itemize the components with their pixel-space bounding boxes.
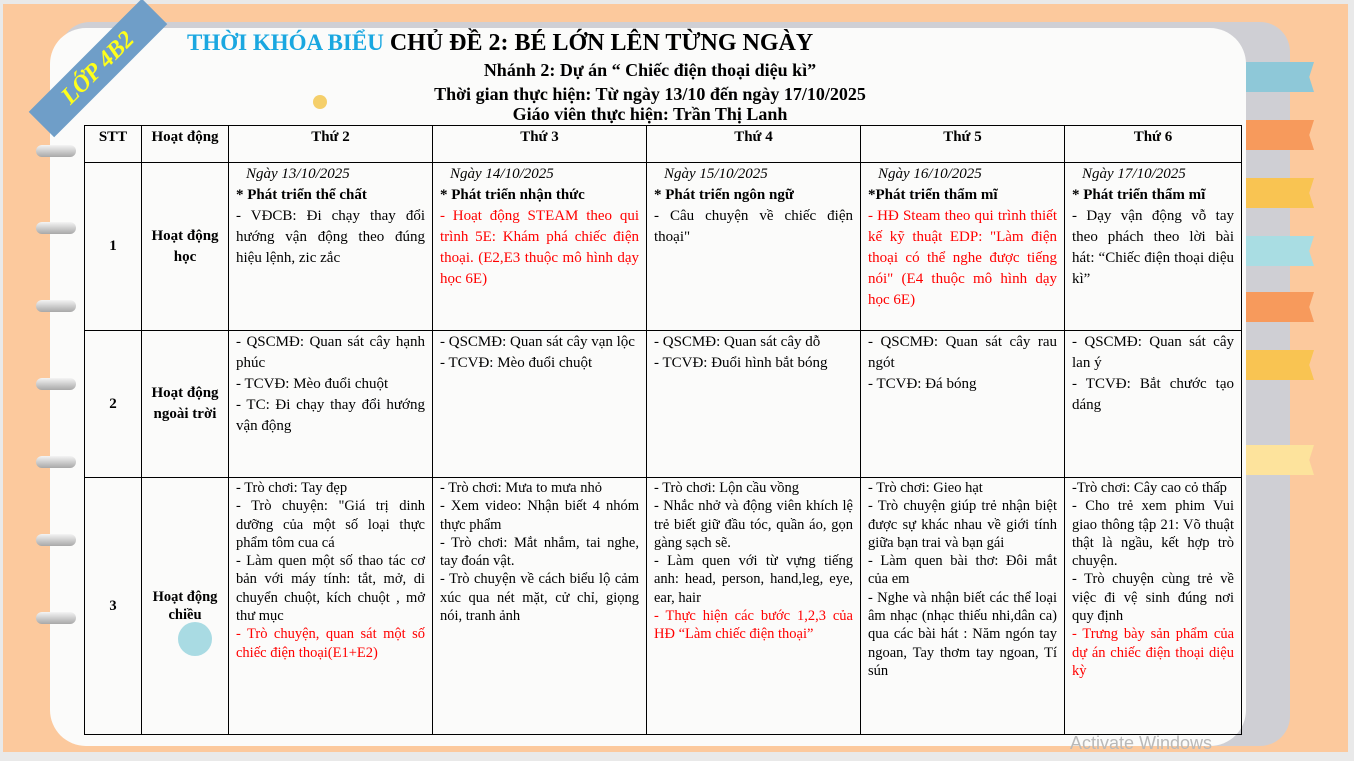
bookmark-tab <box>1246 178 1314 208</box>
schedule-cell <box>647 478 861 735</box>
schedule-cell <box>229 331 433 478</box>
bookmark-tab <box>1246 445 1314 475</box>
binder-ring <box>36 612 76 624</box>
schedule-cell <box>861 478 1065 735</box>
schedule-cell <box>433 163 647 331</box>
activity-item: - Thực hiện các bước 1,2,3 của HĐ “Làm chiếc điện thoại” <box>654 608 853 643</box>
bookmark-tab <box>1246 120 1314 150</box>
schedule-cell <box>647 163 861 331</box>
bookmark-tab <box>1246 236 1314 266</box>
activity-item: - Trò chơi: Gieo hạt <box>868 480 983 496</box>
row-number: 2 <box>85 331 142 478</box>
binder-ring <box>36 145 76 157</box>
row-number: 3 <box>85 478 142 735</box>
activity-item: - Làm quen với từ vựng tiếng anh: head, person, hand,leg, eye, ear, hair <box>654 553 853 606</box>
schedule-cell <box>1065 478 1242 735</box>
activity-item: - Trò chuyện cùng trẻ về việc đi vệ sinh đúng nơi quy định <box>1072 571 1234 625</box>
activity-item: - Trò chơi: Mắt nhắm, tai nghe, tay đoán vật. <box>440 534 639 570</box>
activity-name: Hoạt động học <box>142 163 229 331</box>
schedule-cell <box>1065 163 1242 331</box>
activity-item: - QSCMĐ: Quan sát cây lan ý <box>1072 334 1234 371</box>
bookmark-tab <box>1246 350 1314 380</box>
cell-heading: * Phát triển thể chất <box>236 187 367 203</box>
table-header-row <box>85 126 1242 163</box>
table-row <box>85 163 1242 331</box>
activity-item: - QSCMĐ: Quan sát cây rau ngót <box>868 334 1057 371</box>
cell-heading: *Phát triển thẩm mĩ <box>868 187 998 203</box>
binder-ring <box>36 222 76 234</box>
activity-item: - TCVĐ: Đá bóng <box>868 376 977 392</box>
binder-ring <box>36 378 76 390</box>
schedule-cell <box>229 478 433 735</box>
activity-item: - TCVĐ: Mèo đuổi chuột <box>236 376 389 392</box>
column-header: Thứ 2 <box>229 126 433 163</box>
cell-heading: * Phát triển thẩm mĩ <box>1072 187 1206 203</box>
activity-item: - QSCMĐ: Quan sát cây dỗ <box>654 334 821 350</box>
activity-item: - TCVĐ: Bắt chước tạo dáng <box>1072 376 1234 413</box>
activate-windows-watermark: Activate Windows <box>1070 733 1213 753</box>
activity-item: - Trò chuyện về cách biểu lộ cảm xúc qua nét mặt, cử chỉ, giọng nói, tranh ảnh <box>440 571 639 625</box>
cell-date: Ngày 17/10/2025 <box>1082 166 1186 182</box>
activity-item: - Cho trẻ xem phim Vui giao thông tập 21: Võ thuật thật là ngầu, kết hợp trò chuyện. <box>1072 498 1234 570</box>
binder-ring <box>36 456 76 468</box>
binder-ring <box>36 534 76 546</box>
activity-name: Hoạt động chiều <box>142 478 229 735</box>
activity-item: - Trưng bày sản phẩm của dự án chiếc điện thoại diệu kỳ <box>1072 626 1234 679</box>
period-subtitle: Thời gian thực hiện: Từ ngày 13/10 đến ngày 17/10/2025 <box>434 84 866 104</box>
cell-date: Ngày 16/10/2025 <box>878 166 982 182</box>
activity-item: - Trò chuyện: "Giá trị dinh dưỡng của một số loại thực phẩm tôm cua cá <box>236 498 425 551</box>
activity-item: - Xem video: Nhận biết 4 nhóm thực phẩm <box>440 498 639 533</box>
table-row <box>85 478 1242 735</box>
column-header: Hoạt động <box>142 126 229 163</box>
activity-item: - Trò chơi: Tay đẹp <box>236 480 348 496</box>
activity-item: - VĐCB: Đi chạy thay đổi hướng vận động theo đúng hiệu lệnh, zic zắc <box>236 208 425 266</box>
class-label-ribbon: LỚP 4B2 <box>29 0 168 137</box>
page-title <box>187 30 927 57</box>
activity-item: - TC: Đi chạy thay đổi hướng vận động <box>236 397 425 434</box>
column-header: Thứ 6 <box>1065 126 1242 163</box>
cell-date: Ngày 15/10/2025 <box>664 166 768 182</box>
activity-item: - Làm quen bài thơ: Đôi mắt của em <box>868 553 1057 588</box>
activity-item: - HĐ Steam theo qui trình thiết kế kỹ thuật EDP: "Làm điện thoại có thể nghe được tiếng nói" (E4 thuộc mô hình dạy học 6E) <box>868 208 1057 308</box>
activity-item: - Nhắc nhở và động viên khích lệ trẻ biết giữ đầu tóc, quần áo, gọn gàng sạch sẽ. <box>654 498 853 551</box>
activity-name: Hoạt động ngoài trời <box>142 331 229 478</box>
activity-item: - QSCMĐ: Quan sát cây vạn lộc <box>440 334 635 350</box>
binder-ring <box>36 300 76 312</box>
branch-subtitle: Nhánh 2: Dự án “ Chiếc điện thoại diệu kì” <box>483 60 817 80</box>
activity-item: -Trò chơi: Cây cao cỏ thấp <box>1072 480 1227 496</box>
bookmark-tab <box>1246 292 1314 322</box>
schedule-table <box>84 125 1242 735</box>
schedule-cell <box>861 163 1065 331</box>
column-header: Thứ 4 <box>647 126 861 163</box>
column-header: Thứ 3 <box>433 126 647 163</box>
activity-item: - Nghe và nhận biết các thể loại âm nhạc (nhạc thiếu nhi,dân ca) qua các bài hát : Năm ngón tay ngoan, Tay thơm tay ngoan, Tí sún <box>868 589 1057 679</box>
activity-item: - Trò chuyện giúp trẻ nhận biệt được sự khác nhau về giới tính giữa bạn trai và bạn gái <box>868 498 1057 551</box>
cell-date: Ngày 14/10/2025 <box>450 166 554 182</box>
schedule-cell <box>433 331 647 478</box>
title-schedule: THỜI KHÓA BIỂU <box>187 30 384 55</box>
activity-item: - Trò chuyện, quan sát một số chiếc điện thoại(E1+E2) <box>236 626 425 661</box>
bookmark-tab <box>1246 62 1314 92</box>
cell-heading: * Phát triển ngôn ngữ <box>654 187 794 203</box>
activity-item: - Câu chuyện về chiếc điện thoại" <box>654 208 853 245</box>
schedule-cell <box>229 163 433 331</box>
title-theme: CHỦ ĐỀ 2: BÉ LỚN LÊN TỪNG NGÀY <box>389 30 814 56</box>
activity-item: - QSCMĐ: Quan sát cây hạnh phúc <box>236 334 425 371</box>
schedule-cell <box>647 331 861 478</box>
teacher-subtitle: Giáo viên thực hiện: Trần Thị Lanh <box>512 104 788 124</box>
column-header: Thứ 5 <box>861 126 1065 163</box>
schedule-cell <box>433 478 647 735</box>
table-row <box>85 331 1242 478</box>
cell-date: Ngày 13/10/2025 <box>246 166 350 182</box>
activity-item: - Trò chơi: Mưa to mưa nhỏ <box>440 480 602 496</box>
activity-item: - TCVĐ: Mèo đuổi chuột <box>440 355 593 371</box>
activity-item: - Hoạt động STEAM theo qui trình 5E: Khám phá chiếc điện thoại. (E2,E3 thuộc mô hình dạy học 6E) <box>440 208 639 287</box>
activity-item: - Trò chơi: Lộn cầu vồng <box>654 480 800 496</box>
activity-item: - TCVĐ: Đuổi hình bắt bóng <box>654 355 828 371</box>
activity-item: - Dạy vận động vỗ tay theo phách theo lời bài hát: “Chiếc điện thoại diệu kì” <box>1072 208 1234 287</box>
column-header: STT <box>85 126 142 163</box>
schedule-cell <box>1065 331 1242 478</box>
activity-item: - Làm quen một số thao tác cơ bản với máy tính: tắt, mở, di chuyển chuột, kích chuột , mở thư mục <box>236 553 425 625</box>
schedule-cell <box>861 331 1065 478</box>
cell-heading: * Phát triển nhận thức <box>440 187 585 203</box>
row-number: 1 <box>85 163 142 331</box>
